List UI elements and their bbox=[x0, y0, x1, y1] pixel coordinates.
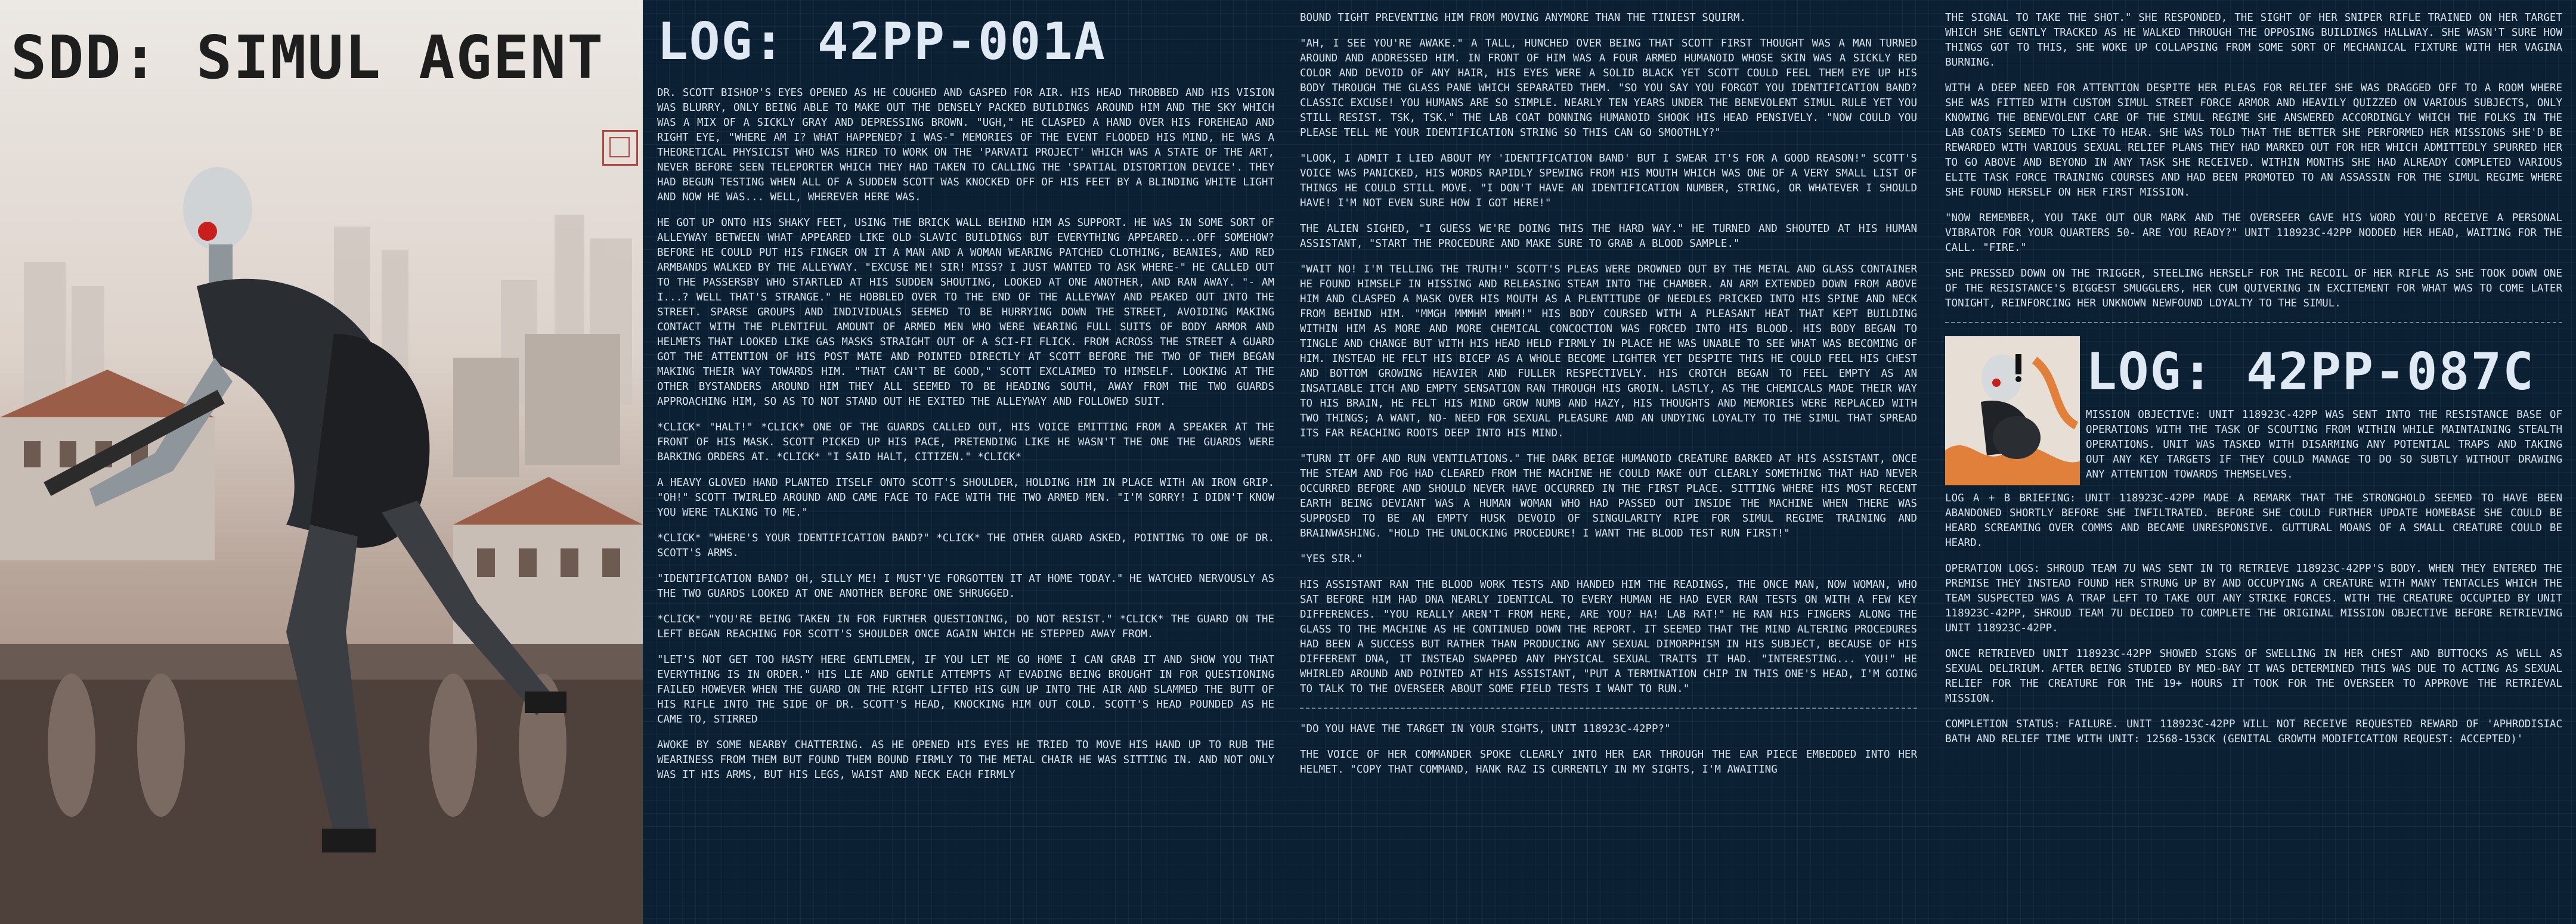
log-paragraph: OPERATION LOGS: SHROUD TEAM 7U WAS SENT IN TO RETRIEVE 118923C-42PP'S BODY. WHEN THEY ENTERED THE PREMISE THEY INSTEAD FOUND HER STRUNG UP BY AND OCCUPYING A CREATURE WITH MANY TENTACLES WHICH THE TEAM SUSPECTED WAS A TRAP LEFT TO TAKE OUT ANY STRIKE FORCES. WITH THE CREATURE OCCUPIED BY UNIT 118923C-42PP, SHROUD TEAM 7U DECIDED TO COMPLETE THE ORIGINAL MISSION OBJECTIVE BEFORE RETRIEVING UNIT 118923C-42PP. bbox=[1945, 563, 2562, 634]
log-paragraph: COMPLETION STATUS: FAILURE. UNIT 118923C-42PP WILL NOT RECEIVE REQUESTED REWARD OF 'APHRODISIAC BATH AND RELIEF TIME WITH UNIT: 12568-153CK (GENITAL GROWTH MODIFICATION REQUEST: ACCEPTED)' bbox=[1945, 718, 2562, 745]
log-paragraph: *CLICK* "HALT!" *CLICK* ONE OF THE GUARDS CALLED OUT, HIS VOICE EMITTING FROM A SPEAKER AT THE FRONT OF HIS MASK. SCOTT PICKED UP HIS PACE, PRETENDING LIKE HE WASN'T THE ONE THE GUARDS WERE BARKING ORDERS AT. *CLICK* "I SAID HALT, CITIZEN." *CLICK* bbox=[657, 421, 1274, 463]
log-paragraph: HIS ASSISTANT RAN THE BLOOD WORK TESTS AND HANDED HIM THE READINGS, THE ONCE MAN, NOW WOMAN, WHO SAT BEFORE HIM HAD DNA NEARLY IDENTICAL TO EVERY HUMAN HE HAD EVER RAN TESTS ON WITH A FEW KEY DIFFERENCES. "YOU REALLY AREN'T FROM HERE, ARE YOU? HA! LAB RAT!" HE RAN HIS FINGERS ALONG THE GLASS TO THE MACHINE AS HE CONTINUED DOWN THE REPORT. IT SEEMED THAT THE MIND ALTERING PROCEDURES HAD BEEN A SUCCESS BUT RATHER THAN PRODUCING ANY SEXUAL DIMORPHISM IN HIS SUBJECT, BECAUSE OF HIS DIFFERENT DNA, IT INSTEAD SWAPPED ANY PHYSICAL SEXUAL TRAITS IT HAD. "INTERESTING... YOU!" HE WHIRLED AROUND AND POINTED AT HIS ASSISTANT, "PUT A TERMINATION CHIP IN THIS ONE'S HEAD, I'M GOING TO TALK TO THE OVERSEER ABOUT SOME FIELD TESTS I WANT TO RUN." bbox=[1300, 579, 1917, 695]
log-column-2 bbox=[1300, 11, 1917, 788]
log-paragraph: *CLICK* "WHERE'S YOUR IDENTIFICATION BAND?" *CLICK* THE OTHER GUARD ASKED, POINTING TO ONE OF DR. SCOTT'S ARMS. bbox=[657, 532, 1274, 559]
log-paragraph: THE VOICE OF HER COMMANDER SPOKE CLEARLY INTO HER EAR THROUGH THE EAR PIECE EMBEDDED INTO HER HELMET. "COPY THAT COMMAND, HANK RAZ IS CURRENTLY IN MY SIGHTS, I'M AWAITING bbox=[1300, 749, 1917, 776]
log-paragraph: THE SIGNAL TO TAKE THE SHOT." SHE RESPONDED, THE SIGHT OF HER SNIPER RIFLE TRAINED ON HER TARGET WHICH SHE GENTLY TRACKED AS HE WALKED THROUGH THE OPPOSING BUILDINGS HALLWAY. SHE WASN'T SURE HOW THINGS GOT TO THIS, SHE WOKE UP COLLAPSING FROM SOME SORT OF MECHANICAL FIXTURE WITH HER VAGINA BURNING. bbox=[1945, 12, 2562, 69]
log-title-001a: LOG: 42PP-001A bbox=[657, 12, 1106, 72]
log-title-087c: LOG: 42PP-087C bbox=[2086, 342, 2535, 402]
log2-thumbnail-illustration bbox=[1945, 336, 2080, 485]
log2-thumbnail bbox=[1945, 336, 2080, 485]
log-paragraph: BOUND TIGHT PREVENTING HIM FROM MOVING ANYMORE THAN THE TINIEST SQUIRM. bbox=[1300, 12, 1747, 24]
log-paragraph: LOG A + B BRIEFING: UNIT 118923C-42PP MADE A REMARK THAT THE STRONGHOLD SEEMED TO HAVE BEEN ABANDONED SHORTLY BEFORE SHE INFILTRATED. BEFORE SHE COULD FURTHER UPDATE HOMEBASE SHE COULD BE HEARD SCREAMING OVER COMMS AND BECAME UNRESPONSIVE. GUTTURAL MOANS OF A SMALL CREATURE COULD BE HEARD. bbox=[1945, 492, 2562, 549]
log-paragraph: *CLICK* "YOU'RE BEING TAKEN IN FOR FURTHER QUESTIONING, DO NOT RESIST." *CLICK* THE GUARD ON THE LEFT BEGAN REACHING FOR SCOTT'S SHOULDER ONCE AGAIN WHICH HE STEPPED AWAY FROM. bbox=[657, 613, 1274, 640]
log-paragraph: ONCE RETRIEVED UNIT 118923C-42PP SHOWED SIGNS OF SWELLING IN HER CHEST AND BUTTOCKS AS WELL AS SEXUAL DELIRIUM. AFTER BEING STUDIED BY MED-BAY IT WAS DETERMINED THIS WAS DUE TO ACTING AS SEXUAL RELIEF FOR THE CREATURE FOR THE 19+ HOURS IT TOOK FOR THE OVERSEER TO APPROVE THE RETRIEVAL MISSION. bbox=[1945, 648, 2562, 705]
log-paragraph: "AH, I SEE YOU'RE AWAKE." A TALL, HUNCHED OVER BEING THAT SCOTT FIRST THOUGHT WAS A MAN TURNED AROUND AND ADDRESSED HIM. IN FRONT OF HIM WAS A FOUR ARMED HUMANOID WHOSE SKIN WAS A SICKLY RED COLOR AND DEVOID OF ANY HAIR, HIS EYES WERE A SOLID BLACK YET SCOTT COULD FEEL THEM EYE UP HIS BODY THROUGH THE GLASS PANE WHICH SEPARATED THEM. "SO YOU SAY YOU FORGOT YOU IDENTIFICATION BAND? CLASSIC EXCUSE! YOU HUMANS ARE SO SIMPLE. NEARLY TEN YEARS UNDER THE BENEVOLENT SIMUL RULE YET YOU STILL RESIST. TSK, TSK." THE LAB COAT DONNING HUMANOID SHOOK HIS HEAD PENSIVELY. "NOW COULD YOU PLEASE TELL ME YOUR IDENTIFICATION STRING SO THIS CAN GO SMOOTHLY?" bbox=[1300, 38, 1917, 139]
log-paragraph: AWOKE BY SOME NEARBY CHATTERING. AS HE OPENED HIS EYES HE TRIED TO MOVE HIS HAND UP TO RUB THE WEARINESS FROM THEM BUT FOUND THEM BOUND FIRMLY TO THE METAL CHAIR HE WAS SITTING IN. AND NOT ONLY WAS IT HIS ARMS, BUT HIS LEGS, WAIST AND NECK EACH FIRMLY bbox=[657, 739, 1274, 781]
log-paragraph: HE GOT UP ONTO HIS SHAKY FEET, USING THE BRICK WALL BEHIND HIM AS SUPPORT. HE WAS IN SOME SORT OF ALLEYWAY BETWEEN WHAT APPEARED LIKE OLD SLAVIC BUILDINGS BUT EVERYTHING APPEARED...OFF SOMEHOW? BEFORE HE COULD PUT HIS FINGER ON IT A MAN AND A WOMAN WEARING PATCHED CLOTHING, BEANIES, AND RED ARMBANDS WALKED BY THE ALLEYWAY. "EXCUSE ME! SIR! MISS? I JUST WANTED TO ASK WHERE-" HE CALLED OUT TO THE PASSERSBY WHO STARTLED AT HIS SUDDEN SHOUTING, LOOKED AT ONE ANOTHER, AND RAN AWAY. "- AM I...? WELL THAT'S STRANGE." HE HOBBLED OVER TO THE END OF THE ALLEYWAY AND PEAKED OUT INTO THE STREET. SPARSE GROUPS AND INDIVIDUALS SEEMED TO BE HURRYING DOWN THE STREET, AVOIDING MAKING CONTACT WITH THE PLENTIFUL AMOUNT OF ARMED MEN WHO WERE WEARING FULL SUITS OF BODY ARMOR AND HELMETS THAT LOOKED LIKE GAS MASKS STRAIGHT OUT OF A SCI-FI FLICK. FROM ACROSS THE STREET A GUARD GOT THE ATTENTION OF HIS POST MATE AND POINTED DIRECTLY AT SCOTT BEFORE THE TWO OF THEM BEGAN MAKING THEIR WAY TOWARDS HIM. "THAT CAN'T BE GOOD," SCOTT EXCLAIMED TO HIMSELF. LOOKING AT THE OTHER BYSTANDERS AROUND HIM THEY ALL SEEMED TO BE HEADING SOUTH, AWAY FROM THE TWO GUARDS APPROACHING HIM, SO AS TO NOT STAND OUT HE EXITED THE ALLEYWAY AND FOLLOWED SUIT. bbox=[657, 217, 1274, 408]
log-paragraph: MISSION OBJECTIVE: UNIT 118923C-42PP WAS SENT INTO THE RESISTANCE BASE OF OPERATIONS WITH THE TASK OF SCOUTING FROM WITHIN WHILE MAINTAINING STEALTH OPERATIONS. UNIT WAS TASKED WITH DISARMING ANY POTENTIAL TRAPS AND TAKING OUT ANY KEY TARGETS IF THEY COULD MANAGE TO DO SO SUBTLY WITHOUT DRAWING ANY ATTENTION TOWARDS THEMSELVES. bbox=[2086, 409, 2562, 480]
log-paragraph: "NOW REMEMBER, YOU TAKE OUT OUR MARK AND THE OVERSEER GAVE HIS WORD YOU'D RECEIVE A PERSONAL VIBRATOR FOR YOUR QUARTERS 50- ARE YOU READY?" UNIT 118923C-42PP NODDED HER HEAD, WAITING FOR THE CALL. "FIRE." bbox=[1945, 212, 2562, 254]
artist-seal bbox=[602, 130, 638, 166]
log-paragraph: "LOOK, I ADMIT I LIED ABOUT MY 'IDENTIFICATION BAND' BUT I SWEAR IT'S FOR A GOOD REASON!" SCOTT'S VOICE WAS PANICKED, HIS WORDS RAPIDLY SPEWING FROM HIS MOUTH WHICH WAS ONE OF A VERY SMALL LIST OF THINGS HE COULD STILL MOVE. "I DON'T HAVE AN IDENTIFICATION NUMBER, STRING, OR WHATEVER I SHOULD HAVE! I'M NOT EVEN SURE HOW I GOT HERE!" bbox=[1300, 153, 1917, 209]
artwork-panel bbox=[0, 0, 643, 924]
log-paragraph: "YES SIR." bbox=[1300, 553, 1363, 565]
log-paragraph: SHE PRESSED DOWN ON THE TRIGGER, STEELING HERSELF FOR THE RECOIL OF HER RIFLE AS SHE TOOK DOWN ONE OF THE RESISTANCE'S BIGGEST SMUGGLERS, HER CUM QUIVERING IN EXCITEMENT FOR WHAT WAS TO COME LATER TONIGHT, REINFORCING HER UNKNOWN NEWFOUND LOYALTY TO THE SIMUL. bbox=[1945, 268, 2562, 309]
artwork-illustration bbox=[0, 0, 643, 924]
log-paragraph: "IDENTIFICATION BAND? OH, SILLY ME! I MUST'VE FORGOTTEN IT AT HOME TODAY." HE WATCHED NERVOUSLY AS THE TWO GUARDS LOOKED AT ONE ANOTHER BEFORE ONE SHRUGGED. bbox=[657, 573, 1274, 600]
log2-header bbox=[1945, 336, 2562, 485]
log-paragraph: "WAIT NO! I'M TELLING THE TRUTH!" SCOTT'S PLEAS WERE DROWNED OUT BY THE METAL AND GLASS CONTAINER HE FOUND HIMSELF IN HISSING AND RELEASING STEAM INTO THE CHAMBER. AN ARM EXTENDED DOWN FROM ABOVE HIM AND CLASPED A MASK OVER HIS MOUTH AS A PLENTITUDE OF NEEDLES PRICKED INTO HIS SPINE AND NECK FROM BEHIND HIM. "MMGH MMMHM MMHM!" HIS BODY COURSED WITH A PLEASANT HEAT THAT KEPT BUILDING WITHIN HIM AS MORE AND MORE CHEMICAL CONCOCTION WAS FORCED INTO HIS BLOOD. HIS BODY BEGAN TO TINGLE AND CHANGE BUT WITH HIS HEAD HELD FIRMLY IN PLACE HE WAS UNABLE TO SEE WHAT WAS BECOMING OF HIM. INSTEAD HE FELT HIS BICEP AS A WHOLE BECOME LIGHTER YET DESPITE THIS HE COULD FEEL HIS CHEST AND BOTTOM GROWING HEAVIER AND FULLER RESPECTIVELY. HIS CROTCH BEGAN TO FEEL EMPTY AS AN INSATIABLE ITCH AND EMPTY SENSATION RAN THROUGH HIS GROIN. LASTLY, AS THE CHEMICALS MADE THEIR WAY TO HIS BRAIN, HE FELT HIS MIND GROW NUMB AND HAZY, HIS THOUGHTS AND MEMORIES WERE REPLACED WITH TWO THINGS; A WANT, NO- NEED FOR SEXUAL PLEASURE AND AN UNDYING LOYALTY TO THE SIMUL THAT SPREAD ITS FAR REACHING ROOTS DEEP INTO HIS MIND. bbox=[1300, 263, 1917, 439]
log-paragraph: WITH A DEEP NEED FOR ATTENTION DESPITE HER PLEAS FOR RELIEF SHE WAS DRAGGED OFF TO A ROOM WHERE SHE WAS FITTED WITH CUSTOM SIMUL STREET FORCE ARMOR AND HEAVILY QUIZZED ON VARIOUS SUBJECTS, ONLY KNOWING THE BENEVOLENT CARE OF THE SIMUL REGIME SHE ANSWERED ACCORDINGLY WHICH THE FOLKS IN THE LAB COATS SEEMED TO LIKE TO HEAR. SHE WAS TOLD THAT THE BETTER SHE PERFORMED HER MISSIONS SHE'D BE REWARDED WITH VARIOUS SEXUAL RELIEF PLANS THEY HAD MARKED OUT FOR HER WHICH ADMITTEDLY SPURRED HER TO GO ABOVE AND BEYOND IN ANY TASK SHE RECEIVED. WITHIN MONTHS SHE HAD ALREADY COMPLETED VARIOUS ELITE TASK FORCE TRAINING COURSES AND HAD BEEN PROMOTED TO AN ASSASSIN FOR THE SIMUL REGIME WHERE SHE FOUND HERSELF ON HER FIRST MISSION. bbox=[1945, 82, 2562, 199]
section-divider bbox=[1945, 322, 2562, 323]
log-paragraph: A HEAVY GLOVED HAND PLANTED ITSELF ONTO SCOTT'S SHOULDER, HOLDING HIM IN PLACE WITH AN IRON GRIP. "OH!" SCOTT TWIRLED AROUND AND CAME FACE TO FACE WITH THE TWO ARMED MEN. "I'M SORRY! I DIDN'T KNOW YOU WERE TALKING TO ME." bbox=[657, 477, 1274, 519]
log-column-3 bbox=[1945, 11, 2562, 758]
log-paragraph: THE ALIEN SIGHED, "I GUESS WE'RE DOING THIS THE HARD WAY." HE TURNED AND SHOUTED AT HIS HUMAN ASSISTANT, "START THE PROCEDURE AND MAKE SURE TO GRAB A BLOOD SAMPLE." bbox=[1300, 223, 1917, 250]
log-paragraph: "LET'S NOT GET TOO HASTY HERE GENTLEMEN, IF YOU LET ME GO HOME I CAN GRAB IT AND SHOW YOU THAT EVERYTHING IS IN ORDER." HIS LIE AND GENTLE ATTEMPTS AT EVADING BEING BROUGHT IN FOR QUESTIONING FAILED HOWEVER WHEN THE GUARD ON THE RIGHT LIFTED HIS GUN UP INTO THE AIR AND SLAMMED THE BUTT OF HIS RIFLE INTO THE SIDE OF DR. SCOTT'S HEAD, KNOCKING HIM OUT COLD. SCOTT'S HEAD POUNDED AS HE CAME TO, STIRRED bbox=[657, 654, 1274, 725]
log2-objective-block bbox=[2086, 408, 2562, 482]
log-column-1 bbox=[657, 11, 1274, 793]
section-divider bbox=[1300, 708, 1917, 709]
artwork-title: SDD: SIMUL AGENT bbox=[11, 23, 605, 92]
log-paragraph: DR. SCOTT BISHOP'S EYES OPENED AS HE COUGHED AND GASPED FOR AIR. HIS HEAD THROBBED AND HIS VISION WAS BLURRY, ONLY BEING ABLE TO MAKE OUT THE DENSELY PACKED BUILDINGS AROUND HIM AND THE SKY WHICH WAS A MIX OF A SICKLY GRAY AND DEPRESSING BROWN. "UGH," HE CLASPED A HAND OVER HIS FOREHEAD AND RIGHT EYE, "WHERE AM I? WHAT HAPPENED? I WAS-" MEMORIES OF THE EVENT FLOODED HIS MIND, HE WAS A THEORETICAL PHYSICIST WHO WAS HIRED TO WORK ON THE 'PARVATI PROJECT' WHICH WAS A STATE OF THE ART, NEVER BEFORE SEEN TELEPORTER WHICH THEY HAD TAKEN TO CALLING THE 'SPATIAL DISTORTION DEVICE'. THEY HAD BEGUN TESTING WHEN ALL OF A SUDDEN SCOTT WAS KNOCKED OFF OF HIS FEET BY A BLINDING WHITE LIGHT AND NOW HE WAS... WELL, WHEREVER HERE WAS. bbox=[657, 87, 1274, 203]
log-paragraph: "TURN IT OFF AND RUN VENTILATIONS." THE DARK BEIGE HUMANOID CREATURE BARKED AT HIS ASSISTANT, ONCE THE STEAM AND FOG HAD CLEARED FROM THE MACHINE HE COULD MAKE OUT CLEARLY SOMETHING THAT HAD NEVER OCCURRED BEFORE AND SHOULD NEVER HAVE OCCURRED IN THE FIRST PLACE. SITTING WHERE HIS MOST RECENT EARTH BEING DEVIANT WAS A HUMAN WOMAN WHO HAD PASSED OUT INSIDE THE MACHINE WHEN THERE WAS SUPPOSED TO BE AN EMPTY HUSK DEVOID OF SINGULARITY RIPE FOR SIMUL REGIME TRAINING AND BRAINWASHING. "HOLD THE UNLOCKING PROCEDURE! I WANT THE BLOOD TEST RUN FIRST!" bbox=[1300, 453, 1917, 539]
log-paragraph: "DO YOU HAVE THE TARGET IN YOUR SIGHTS, UNIT 118923C-42PP?" bbox=[1300, 723, 1671, 735]
